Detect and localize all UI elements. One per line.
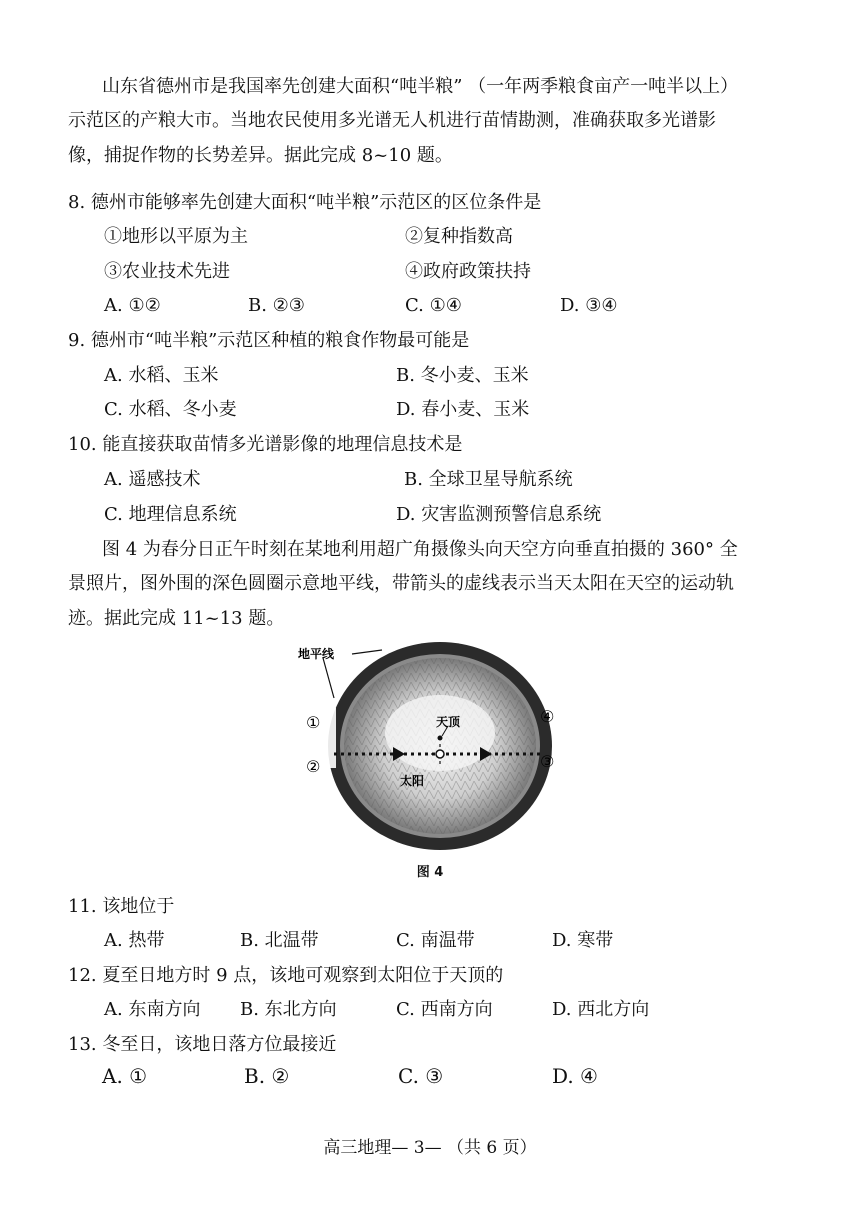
q10-option-a[interactable]: A. 遥感技术 (104, 469, 201, 490)
sky-panorama-figure (290, 628, 590, 853)
q11-option-d[interactable]: D. 寒带 (552, 930, 614, 951)
q8-option-a[interactable]: A. ①② (104, 295, 161, 316)
q10-option-b[interactable]: B. 全球卫星导航系统 (404, 469, 573, 490)
intro1-line2: 示范区的产粮大市。当地农民使用多光谱无人机进行苗情勘测，准确获取多光谱影 (68, 110, 716, 131)
q8-statement-3: ③农业技术先进 (104, 261, 230, 282)
q8-statement-4: ④政府政策扶持 (405, 261, 531, 282)
intro2-line3: 迹。据此完成 11~13 题。 (68, 608, 285, 629)
q13-stem: 13. 冬至日，该地日落方位最接近 (68, 1034, 337, 1055)
zenith-label: 天顶 (436, 715, 461, 729)
q11-stem: 11. 该地位于 (68, 896, 175, 917)
marker-1: ① (306, 713, 321, 732)
q13-option-d[interactable]: D. ④ (552, 1064, 598, 1088)
q9-stem: 9. 德州市“吨半粮”示范区种植的粮食作物最可能是 (68, 330, 470, 351)
q8-statement-2: ②复种指数高 (405, 226, 513, 247)
q8-option-b[interactable]: B. ②③ (248, 295, 305, 316)
zenith-dot (438, 736, 443, 741)
q11-option-a[interactable]: A. 热带 (104, 930, 165, 951)
q12-option-d[interactable]: D. 西北方向 (552, 999, 650, 1020)
q10-stem: 10. 能直接获取苗情多光谱影像的地理信息技术是 (68, 434, 463, 455)
marker-3: ③ (540, 752, 555, 771)
q9-option-d[interactable]: D. 春小麦、玉米 (396, 399, 530, 420)
q12-option-c[interactable]: C. 西南方向 (396, 999, 493, 1020)
q9-option-b[interactable]: B. 冬小麦、玉米 (396, 365, 529, 386)
q13-option-c[interactable]: C. ③ (398, 1064, 444, 1088)
horizon-label: 地平线 (298, 647, 335, 661)
q11-option-b[interactable]: B. 北温带 (240, 930, 319, 951)
q8-option-c[interactable]: C. ①④ (405, 295, 462, 316)
q11-option-c[interactable]: C. 南温带 (396, 930, 475, 951)
q12-option-b[interactable]: B. 东北方向 (240, 999, 337, 1020)
q12-option-a[interactable]: A. 东南方向 (104, 999, 201, 1020)
marker-2: ② (306, 757, 321, 776)
q12-stem: 12. 夏至日地方时 9 点，该地可观察到太阳位于天顶的 (68, 965, 504, 986)
intro1-line1: 山东省德州市是我国率先创建大面积“吨半粮” （一年两季粮食亩产一吨半以上） (102, 76, 739, 97)
horizon-pointer-2 (352, 650, 382, 654)
q10-option-d[interactable]: D. 灾害监测预警信息系统 (396, 504, 602, 525)
page-footer: 高三地理— 3— （共 6 页） (323, 1138, 537, 1158)
q9-option-a[interactable]: A. 水稻、玉米 (104, 365, 219, 386)
q8-statement-1: ①地形以平原为主 (104, 226, 248, 247)
q13-option-a[interactable]: A. ① (102, 1064, 148, 1088)
marker-4: ④ (540, 707, 555, 726)
q8-stem: 8. 德州市能够率先创建大面积“吨半粮”示范区的区位条件是 (68, 192, 542, 213)
horizon-pointer-1 (323, 658, 334, 698)
sun-label: 太阳 (400, 774, 425, 788)
q10-option-c[interactable]: C. 地理信息系统 (104, 504, 237, 525)
intro1-line3: 像，捕捉作物的长势差异。据此完成 8~10 题。 (68, 145, 453, 166)
figure-caption: 图 4 (416, 865, 444, 880)
q8-option-d[interactable]: D. ③④ (560, 295, 618, 316)
q13-option-b[interactable]: B. ② (244, 1064, 290, 1088)
intro2-line2: 景照片，图外围的深色圆圈示意地平线，带箭头的虚线表示当天太阳在天空的运动轨 (68, 573, 734, 594)
intro2-line1: 图 4 为春分日正午时刻在某地利用超广角摄像头向天空方向垂直拍摄的 360° 全 (102, 539, 738, 560)
q9-option-c[interactable]: C. 水稻、冬小麦 (104, 399, 237, 420)
